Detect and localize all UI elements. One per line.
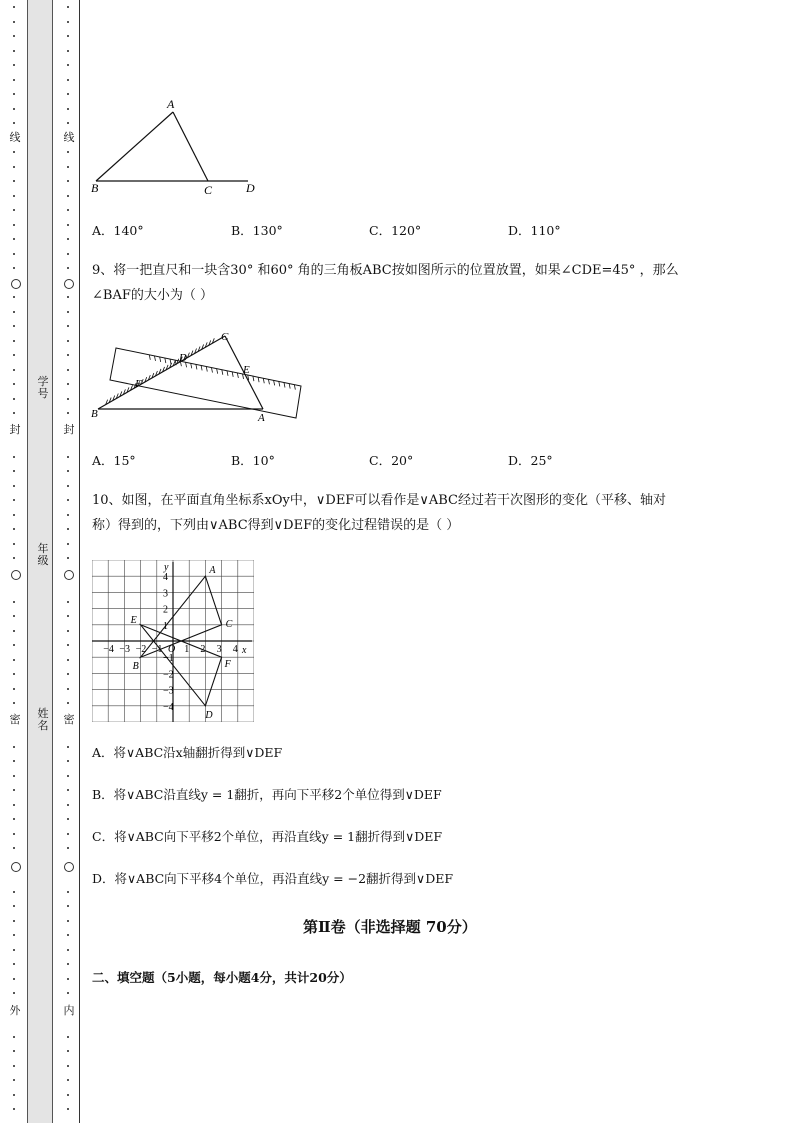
gutter-dot <box>13 122 15 124</box>
gutter-dot <box>13 311 15 313</box>
gutter-dot <box>67 354 69 356</box>
q9-stem-line1: 9、将一把直尺和一块含30° 和60° 角的三角板ABC按如图所示的位置放置，如果∠CDE=45° ，那么 <box>92 263 679 278</box>
point-c: C <box>204 183 213 197</box>
q8-option-b[interactable]: B．130° <box>231 223 283 238</box>
hatch-mark <box>279 381 280 386</box>
inner-circle-3 <box>64 862 74 872</box>
gutter-dot <box>13 50 15 52</box>
gutter-dot <box>13 847 15 849</box>
gutter-dot <box>13 485 15 487</box>
x-tick-label: 3 <box>216 644 222 655</box>
point-e: E <box>130 614 137 626</box>
gutter-dot <box>67 760 69 762</box>
gutter-dot <box>67 644 69 646</box>
gutter-dot <box>13 992 15 994</box>
gutter-dot <box>67 296 69 298</box>
y-tick-label: −2 <box>163 669 174 681</box>
q8-option-c[interactable]: C．120° <box>369 223 422 238</box>
gutter-dot <box>67 93 69 95</box>
gutter-dot <box>13 789 15 791</box>
gutter-dot <box>13 673 15 675</box>
point-b: B <box>91 181 99 195</box>
gutter-dot <box>13 746 15 748</box>
gutter-dot <box>67 238 69 240</box>
y-tick-label: 1 <box>163 620 168 632</box>
gutter-dot <box>13 659 15 661</box>
hatch-mark <box>149 355 150 360</box>
x-tick-label: 2 <box>200 644 206 655</box>
triangle-figure-q8 <box>88 95 268 200</box>
y-tick-label: 2 <box>163 604 168 616</box>
gutter-dot <box>13 1094 15 1096</box>
outer-circle-3 <box>11 862 21 872</box>
gutter-dot <box>67 485 69 487</box>
gutter-dot <box>13 456 15 458</box>
gutter-dot <box>67 1050 69 1052</box>
gutter-dot <box>13 180 15 182</box>
q10-option-a[interactable]: A．将∨ABC沿x轴翻折得到∨DEF <box>92 745 283 760</box>
gutter-dot <box>67 833 69 835</box>
gutter-dot <box>13 920 15 922</box>
gutter-dot <box>67 195 69 197</box>
outer-label-mi: 密 <box>9 713 21 726</box>
hatch-mark <box>268 379 269 384</box>
gutter-dot <box>13 688 15 690</box>
x-tick-label: 4 <box>232 644 238 655</box>
field-student-number: 学号 <box>37 375 49 400</box>
gutter-dot <box>13 557 15 559</box>
gutter-dot <box>13 615 15 617</box>
q9-stem-line2: ∠BAF的大小为（ ） <box>92 288 213 303</box>
gutter-dot <box>67 499 69 501</box>
gutter-dot <box>67 340 69 342</box>
gutter-dot <box>67 514 69 516</box>
gutter-dot <box>67 253 69 255</box>
gutter-dot <box>67 1065 69 1067</box>
gutter-dot <box>67 6 69 8</box>
gutter-dot <box>13 833 15 835</box>
gutter-dot <box>13 702 15 704</box>
gutter-dot <box>13 528 15 530</box>
gutter-dot <box>67 688 69 690</box>
inner-dot-column <box>64 0 74 1123</box>
gutter-dot <box>13 891 15 893</box>
hatch-mark <box>263 378 264 383</box>
gutter-dot <box>13 804 15 806</box>
x-axis-label: x <box>242 645 247 656</box>
gutter-dot <box>67 398 69 400</box>
gutter-dot <box>13 412 15 414</box>
outer-circle-1 <box>11 279 21 289</box>
inner-label-feng: 封 <box>63 423 75 436</box>
gutter-dot <box>67 702 69 704</box>
inner-label-xian: 线 <box>63 131 75 144</box>
hatch-mark <box>191 363 192 368</box>
triangle-def <box>141 625 222 706</box>
part2-title: 第Ⅱ卷（非选择题 70分） <box>303 918 477 936</box>
point-d: D <box>246 181 255 195</box>
field-name: 姓名 <box>37 707 49 732</box>
gutter-dot <box>13 35 15 37</box>
x-tick-label: 1 <box>184 644 190 655</box>
q10-option-d[interactable]: D．将∨ABC向下平移4个单位，再沿直线y = −2翻折得到∨DEF <box>92 871 454 886</box>
gutter-dot <box>67 412 69 414</box>
hatch-mark <box>258 377 259 382</box>
gutter-dot <box>67 543 69 545</box>
gutter-dot <box>67 557 69 559</box>
gutter-dot <box>13 1036 15 1038</box>
gutter-dot <box>67 325 69 327</box>
gutter-dot <box>13 6 15 8</box>
gutter-dot <box>13 151 15 153</box>
gutter-dot <box>67 151 69 153</box>
gutter-dot <box>67 992 69 994</box>
gutter-dot <box>67 1094 69 1096</box>
gutter-dot <box>13 383 15 385</box>
gutter-dot <box>67 470 69 472</box>
y-tick-label: 4 <box>163 572 168 584</box>
gutter-dot <box>67 209 69 211</box>
hatch-mark <box>170 359 171 364</box>
gutter-dot <box>67 963 69 965</box>
point-a: A <box>209 565 216 577</box>
gutter-dot <box>67 659 69 661</box>
gutter-dot <box>13 64 15 66</box>
gutter-dot <box>13 108 15 110</box>
gutter-dot <box>67 166 69 168</box>
ruler-triangle-figure-q9 <box>88 328 308 428</box>
hatch-mark <box>222 370 223 375</box>
q8-option-d[interactable]: D．110° <box>508 223 561 238</box>
gutter-dot <box>67 630 69 632</box>
gutter-dot <box>13 340 15 342</box>
gutter-dot <box>67 1108 69 1110</box>
point-d: D <box>179 352 187 364</box>
q9-option-a[interactable]: A．15° <box>92 453 136 468</box>
gutter-dot <box>13 630 15 632</box>
gutter-dot <box>13 514 15 516</box>
hatch-mark <box>196 364 197 369</box>
gutter-dot <box>13 21 15 23</box>
hatch-mark <box>232 372 233 377</box>
gutter-dot <box>67 79 69 81</box>
gutter-dot <box>13 905 15 907</box>
y-tick-label: −4 <box>163 701 174 713</box>
hatch-mark <box>253 376 254 381</box>
fill-in-section-heading: 二、填空题（5小题，每小题4分，共计20分） <box>92 970 352 985</box>
x-tick-label: −4 <box>103 644 114 655</box>
x-tick-label: −2 <box>135 644 147 655</box>
gutter-dot <box>67 224 69 226</box>
gutter-dot <box>67 528 69 530</box>
gutter-dot <box>67 673 69 675</box>
point-e: E <box>243 364 250 376</box>
gutter-dot <box>67 50 69 52</box>
hatch-mark <box>154 356 155 361</box>
hatch-mark <box>294 385 295 390</box>
q10-option-b[interactable]: B．将∨ABC沿直线y = 1翻折，再向下平移2个单位得到∨DEF <box>92 787 442 802</box>
hatch-mark <box>274 380 275 385</box>
gutter-dot <box>67 21 69 23</box>
q9-option-c[interactable]: C．20° <box>369 453 414 468</box>
gutter-dot <box>67 108 69 110</box>
hatch-mark <box>217 369 218 374</box>
gutter-dot <box>67 847 69 849</box>
inner-circle-2 <box>64 570 74 580</box>
gutter-dot <box>67 35 69 37</box>
outer-circle-2 <box>11 570 21 580</box>
hatch-mark <box>165 358 166 363</box>
hatch-mark <box>211 368 212 373</box>
gutter-dot <box>13 1065 15 1067</box>
outer-dot-column <box>10 0 20 1123</box>
gutter-dot <box>13 1079 15 1081</box>
gutter-dot <box>13 949 15 951</box>
gutter-dot <box>67 949 69 951</box>
gutter-dot <box>67 601 69 603</box>
gutter-dot <box>13 934 15 936</box>
q9-option-b[interactable]: B．10° <box>231 453 275 468</box>
gutter-dot <box>67 905 69 907</box>
gutter-dot <box>13 354 15 356</box>
outer-label-xian: 线 <box>9 131 21 144</box>
point-a: A <box>258 412 265 424</box>
inner-label-nei: 内 <box>63 1004 75 1017</box>
gutter-dot <box>13 1108 15 1110</box>
gutter-dot <box>67 383 69 385</box>
gutter-dot <box>13 267 15 269</box>
q10-stem-line1: 10、如图，在平面直角坐标系xOy中，∨DEF可以看作是∨ABC经过若干次图形的变化（平移、轴对 <box>92 493 666 508</box>
point-c: C <box>221 331 229 343</box>
x-tick-label: −1 <box>151 644 163 655</box>
gutter-dot <box>13 209 15 211</box>
hatch-mark <box>289 384 290 389</box>
gutter-dot <box>67 64 69 66</box>
gutter-dot <box>13 775 15 777</box>
y-axis-label: y <box>164 562 169 573</box>
gutter-dot <box>13 238 15 240</box>
gutter-dot <box>67 267 69 269</box>
gutter-dot <box>67 920 69 922</box>
gutter-border-line <box>79 0 80 1123</box>
gutter-dot <box>67 369 69 371</box>
gutter-dot <box>13 543 15 545</box>
x-tick-label: O <box>168 644 176 655</box>
inner-circle-1 <box>64 279 74 289</box>
gutter-dot <box>13 470 15 472</box>
gutter-dot <box>13 166 15 168</box>
point-a: A <box>167 97 175 111</box>
point-d: D <box>205 709 213 721</box>
hatch-mark <box>227 371 228 376</box>
gutter-dot <box>13 963 15 965</box>
q8-option-a[interactable]: A．140° <box>92 223 144 238</box>
gutter-dot <box>13 224 15 226</box>
gutter-dot <box>13 93 15 95</box>
gutter-dot <box>13 253 15 255</box>
hatch-mark <box>201 365 202 370</box>
gutter-dot <box>67 775 69 777</box>
gutter-dot <box>67 891 69 893</box>
hatch-mark <box>237 373 238 378</box>
gutter-dot <box>13 325 15 327</box>
gutter-dot <box>13 978 15 980</box>
gutter-dot <box>67 1036 69 1038</box>
gutter-dot <box>67 789 69 791</box>
gutter-dot <box>67 615 69 617</box>
gutter-dot <box>67 1079 69 1081</box>
point-f: F <box>135 378 142 390</box>
outer-label-wai: 外 <box>9 1004 21 1017</box>
point-b: B <box>132 661 139 673</box>
field-grade: 年级 <box>37 542 49 567</box>
gutter-dot <box>67 180 69 182</box>
outer-label-feng: 封 <box>9 423 21 436</box>
gutter-dot <box>13 79 15 81</box>
gutter-dot <box>13 1050 15 1052</box>
q10-stem-line2: 称）得到的，下列由∨ABC得到∨DEF的变化过程错误的是（ ） <box>92 518 460 533</box>
y-tick-label: −3 <box>163 685 174 697</box>
x-tick-label: −3 <box>119 644 131 655</box>
q9-option-d[interactable]: D．25° <box>508 453 553 468</box>
gutter-dot <box>67 456 69 458</box>
gutter-dot <box>13 818 15 820</box>
gutter-dot <box>13 760 15 762</box>
gutter-dot <box>13 601 15 603</box>
point-c: C <box>225 618 233 630</box>
gutter-dot <box>67 746 69 748</box>
point-f: F <box>224 659 231 671</box>
gutter-dot <box>13 296 15 298</box>
y-tick-label: −1 <box>163 653 174 665</box>
point-b: B <box>91 408 98 420</box>
y-tick-label: 3 <box>163 588 168 600</box>
hatch-mark <box>160 357 161 362</box>
gutter-dot <box>67 978 69 980</box>
gutter-dot <box>13 644 15 646</box>
inner-label-mi: 密 <box>63 713 75 726</box>
gutter-dot <box>67 818 69 820</box>
coordinate-grid-figure-q10 <box>92 560 254 722</box>
gutter-dot <box>13 398 15 400</box>
hatch-mark <box>284 383 285 388</box>
gutter-dot <box>13 195 15 197</box>
gutter-dot <box>67 122 69 124</box>
gutter-dot <box>13 499 15 501</box>
gutter-dot <box>67 804 69 806</box>
q10-option-c[interactable]: C．将∨ABC向下平移2个单位，再沿直线y = 1翻折得到∨DEF <box>92 829 443 844</box>
gutter-dot <box>13 369 15 371</box>
gutter-dot <box>67 311 69 313</box>
gutter-dot <box>67 934 69 936</box>
hatch-mark <box>206 367 207 372</box>
